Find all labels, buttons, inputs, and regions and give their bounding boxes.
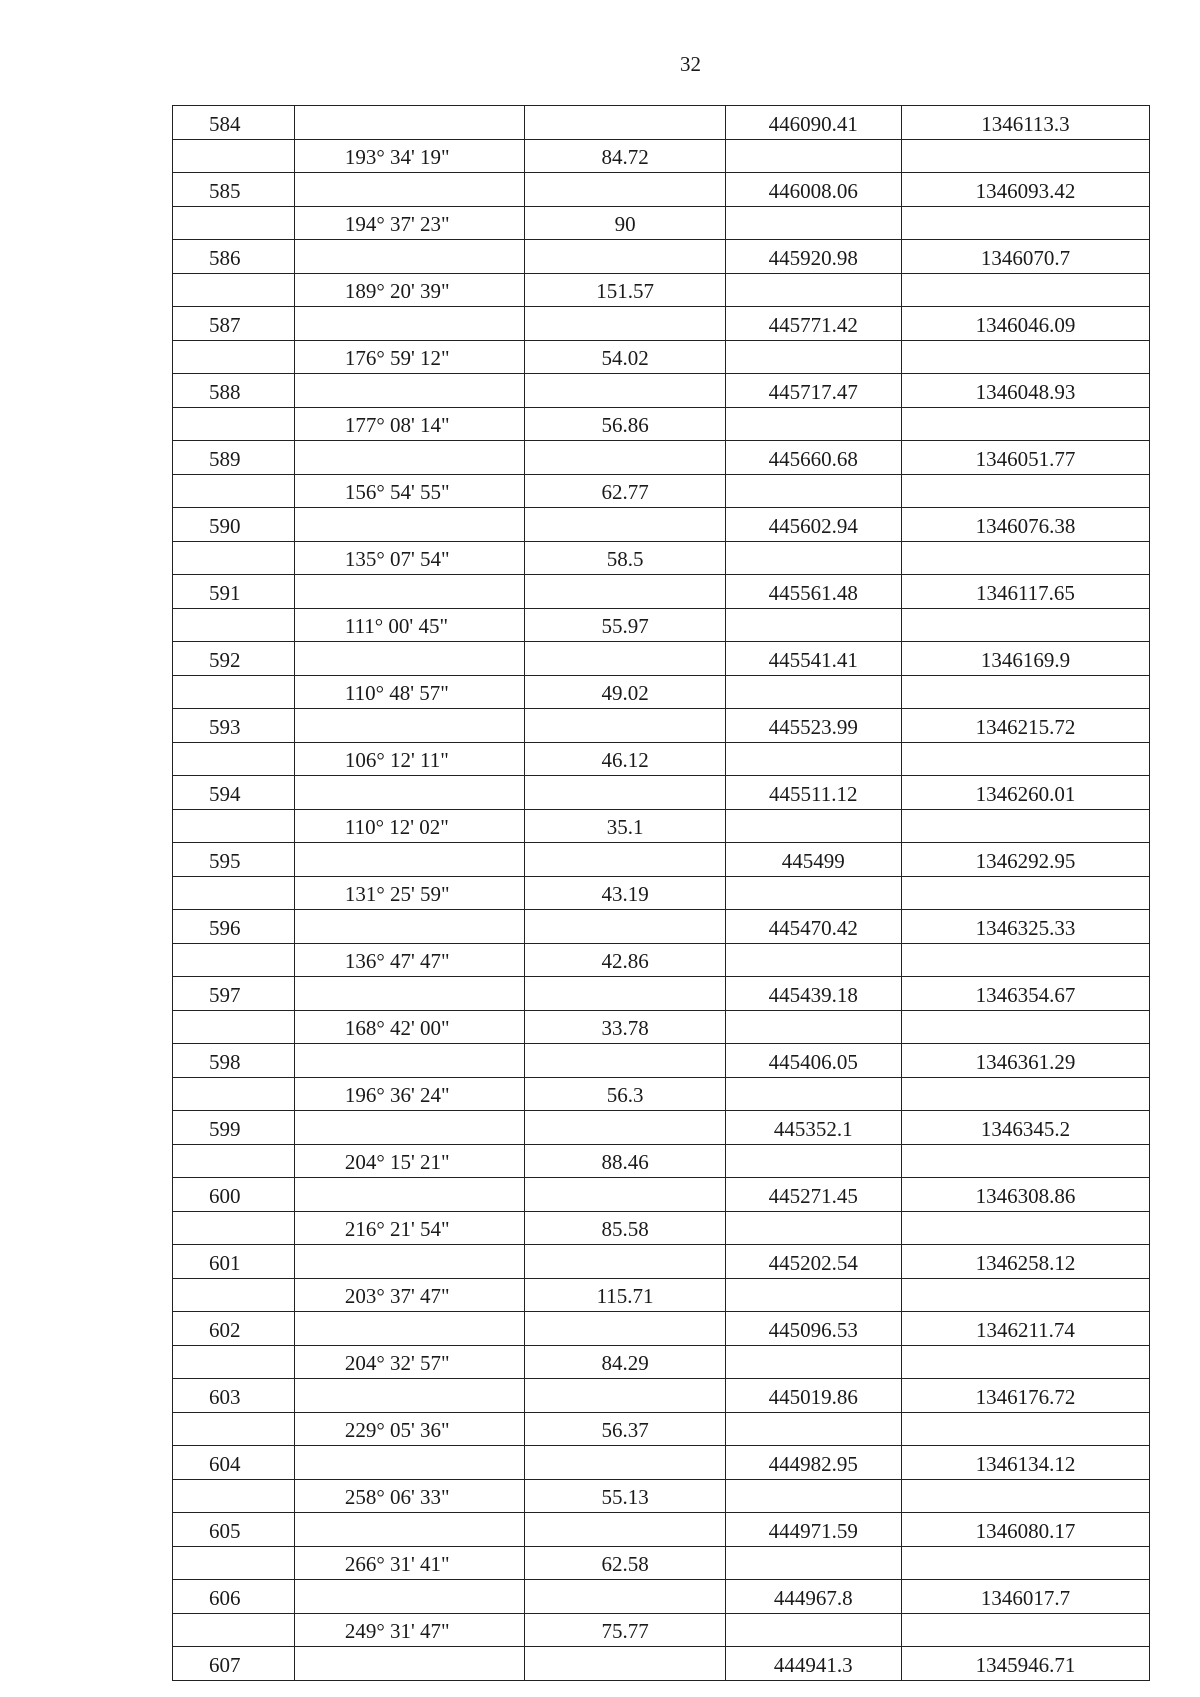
x-coordinate-cell — [725, 877, 901, 910]
distance-cell — [525, 977, 725, 1011]
point-cell: 589 — [173, 441, 295, 475]
distance-cell: 88.46 — [525, 1145, 725, 1178]
point-cell — [173, 140, 295, 173]
x-coordinate-cell: 445523.99 — [725, 709, 901, 743]
bearing-cell: 110° 48' 57" — [294, 676, 525, 709]
segment-row — [173, 1346, 1150, 1379]
distance-cell — [525, 508, 725, 542]
y-coordinate-cell — [901, 408, 1149, 441]
bearing-cell: 193° 34' 19" — [294, 140, 525, 173]
point-cell — [173, 1614, 295, 1647]
y-coordinate-cell: 1346070.7 — [901, 240, 1149, 274]
bearing-cell — [294, 1446, 525, 1480]
y-coordinate-cell: 1346134.12 — [901, 1446, 1149, 1480]
distance-cell — [525, 307, 725, 341]
x-coordinate-cell: 445202.54 — [725, 1245, 901, 1279]
x-coordinate-cell — [725, 1480, 901, 1513]
point-cell — [173, 1145, 295, 1178]
x-coordinate-cell — [725, 341, 901, 374]
y-coordinate-cell — [901, 1614, 1149, 1647]
y-coordinate-cell: 1346093.42 — [901, 173, 1149, 207]
segment-row — [173, 140, 1150, 173]
point-cell — [173, 810, 295, 843]
segment-row — [173, 1413, 1150, 1446]
distance-cell: 151.57 — [525, 274, 725, 307]
x-coordinate-cell: 446008.06 — [725, 173, 901, 207]
bearing-cell — [294, 106, 525, 140]
bearing-cell — [294, 240, 525, 274]
point-cell — [173, 1346, 295, 1379]
x-coordinate-cell — [725, 609, 901, 642]
bearing-cell: 189° 20' 39" — [294, 274, 525, 307]
distance-cell — [525, 709, 725, 743]
x-coordinate-cell: 445439.18 — [725, 977, 901, 1011]
point-row — [173, 776, 1150, 810]
point-row — [173, 1513, 1150, 1547]
point-row — [173, 374, 1150, 408]
bearing-cell — [294, 374, 525, 408]
y-coordinate-cell — [901, 1145, 1149, 1178]
point-row — [173, 441, 1150, 475]
distance-cell: 84.29 — [525, 1346, 725, 1379]
distance-cell — [525, 1580, 725, 1614]
bearing-cell — [294, 776, 525, 810]
distance-cell: 46.12 — [525, 743, 725, 776]
distance-cell — [525, 173, 725, 207]
x-coordinate-cell: 445920.98 — [725, 240, 901, 274]
point-row — [173, 1111, 1150, 1145]
point-row — [173, 1379, 1150, 1413]
bearing-cell: 168° 42' 00" — [294, 1011, 525, 1044]
y-coordinate-cell: 1346292.95 — [901, 843, 1149, 877]
bearing-cell: 229° 05' 36" — [294, 1413, 525, 1446]
y-coordinate-cell — [901, 1413, 1149, 1446]
x-coordinate-cell — [725, 743, 901, 776]
y-coordinate-cell — [901, 1279, 1149, 1312]
x-coordinate-cell — [725, 274, 901, 307]
x-coordinate-cell: 444967.8 — [725, 1580, 901, 1614]
bearing-cell: 177° 08' 14" — [294, 408, 525, 441]
point-cell: 593 — [173, 709, 295, 743]
y-coordinate-cell — [901, 1011, 1149, 1044]
point-row — [173, 508, 1150, 542]
point-row — [173, 1647, 1150, 1681]
bearing-cell: 216° 21' 54" — [294, 1212, 525, 1245]
bearing-cell — [294, 1044, 525, 1078]
distance-cell — [525, 1312, 725, 1346]
distance-cell — [525, 1178, 725, 1212]
point-cell: 591 — [173, 575, 295, 609]
point-cell — [173, 743, 295, 776]
point-cell — [173, 944, 295, 977]
distance-cell: 75.77 — [525, 1614, 725, 1647]
point-row — [173, 843, 1150, 877]
point-row — [173, 106, 1150, 140]
segment-row — [173, 1279, 1150, 1312]
point-cell — [173, 1279, 295, 1312]
y-coordinate-cell — [901, 274, 1149, 307]
segment-row — [173, 676, 1150, 709]
x-coordinate-cell — [725, 1011, 901, 1044]
distance-cell: 62.77 — [525, 475, 725, 508]
segment-row — [173, 207, 1150, 240]
bearing-cell — [294, 441, 525, 475]
y-coordinate-cell — [901, 1346, 1149, 1379]
distance-cell — [525, 1111, 725, 1145]
y-coordinate-cell — [901, 1078, 1149, 1111]
y-coordinate-cell — [901, 1547, 1149, 1580]
segment-row — [173, 1212, 1150, 1245]
bearing-cell: 136° 47' 47" — [294, 944, 525, 977]
y-coordinate-cell: 1346215.72 — [901, 709, 1149, 743]
x-coordinate-cell — [725, 475, 901, 508]
point-cell: 607 — [173, 1647, 295, 1681]
x-coordinate-cell: 445406.05 — [725, 1044, 901, 1078]
bearing-cell: 194° 37' 23" — [294, 207, 525, 240]
segment-row — [173, 944, 1150, 977]
x-coordinate-cell: 445541.41 — [725, 642, 901, 676]
point-cell: 587 — [173, 307, 295, 341]
point-row — [173, 977, 1150, 1011]
bearing-cell: 110° 12' 02" — [294, 810, 525, 843]
distance-cell — [525, 575, 725, 609]
bearing-cell: 156° 54' 55" — [294, 475, 525, 508]
point-row — [173, 240, 1150, 274]
y-coordinate-cell: 1346051.77 — [901, 441, 1149, 475]
distance-cell: 55.13 — [525, 1480, 725, 1513]
y-coordinate-cell: 1346258.12 — [901, 1245, 1149, 1279]
point-cell: 603 — [173, 1379, 295, 1413]
y-coordinate-cell: 1346076.38 — [901, 508, 1149, 542]
distance-cell — [525, 1647, 725, 1681]
x-coordinate-cell — [725, 140, 901, 173]
segment-row — [173, 743, 1150, 776]
bearing-cell — [294, 307, 525, 341]
y-coordinate-cell — [901, 140, 1149, 173]
segment-row — [173, 475, 1150, 508]
y-coordinate-cell: 1346117.65 — [901, 575, 1149, 609]
y-coordinate-cell: 1346113.3 — [901, 106, 1149, 140]
y-coordinate-cell: 1346080.17 — [901, 1513, 1149, 1547]
distance-cell — [525, 441, 725, 475]
y-coordinate-cell: 1346017.7 — [901, 1580, 1149, 1614]
distance-cell: 43.19 — [525, 877, 725, 910]
x-coordinate-cell — [725, 1279, 901, 1312]
bearing-cell — [294, 1111, 525, 1145]
point-cell: 585 — [173, 173, 295, 207]
point-cell — [173, 1212, 295, 1245]
bearing-cell — [294, 173, 525, 207]
point-cell — [173, 475, 295, 508]
x-coordinate-cell: 445470.42 — [725, 910, 901, 944]
point-row — [173, 709, 1150, 743]
x-coordinate-cell — [725, 1547, 901, 1580]
point-cell: 597 — [173, 977, 295, 1011]
point-row — [173, 1044, 1150, 1078]
point-cell — [173, 609, 295, 642]
y-coordinate-cell: 1346345.2 — [901, 1111, 1149, 1145]
x-coordinate-cell: 444971.59 — [725, 1513, 901, 1547]
y-coordinate-cell — [901, 475, 1149, 508]
bearing-cell: 249° 31' 47" — [294, 1614, 525, 1647]
point-cell — [173, 1413, 295, 1446]
point-cell: 600 — [173, 1178, 295, 1212]
point-row — [173, 1580, 1150, 1614]
y-coordinate-cell — [901, 609, 1149, 642]
bearing-cell: 204° 32' 57" — [294, 1346, 525, 1379]
distance-cell: 49.02 — [525, 676, 725, 709]
segment-row — [173, 1145, 1150, 1178]
distance-cell — [525, 910, 725, 944]
distance-cell — [525, 843, 725, 877]
x-coordinate-cell: 445499 — [725, 843, 901, 877]
point-cell: 592 — [173, 642, 295, 676]
distance-cell: 33.78 — [525, 1011, 725, 1044]
y-coordinate-cell: 1346361.29 — [901, 1044, 1149, 1078]
distance-cell — [525, 374, 725, 408]
y-coordinate-cell — [901, 743, 1149, 776]
x-coordinate-cell: 445602.94 — [725, 508, 901, 542]
y-coordinate-cell — [901, 810, 1149, 843]
point-cell: 599 — [173, 1111, 295, 1145]
y-coordinate-cell: 1346308.86 — [901, 1178, 1149, 1212]
point-cell: 590 — [173, 508, 295, 542]
distance-cell: 35.1 — [525, 810, 725, 843]
point-cell: 586 — [173, 240, 295, 274]
point-row — [173, 1245, 1150, 1279]
y-coordinate-cell: 1346046.09 — [901, 307, 1149, 341]
point-cell — [173, 1078, 295, 1111]
y-coordinate-cell — [901, 676, 1149, 709]
point-cell: 584 — [173, 106, 295, 140]
x-coordinate-cell: 445271.45 — [725, 1178, 901, 1212]
segment-row — [173, 609, 1150, 642]
x-coordinate-cell — [725, 1614, 901, 1647]
survey-table — [172, 105, 1150, 1681]
point-row — [173, 173, 1150, 207]
segment-row — [173, 341, 1150, 374]
segment-row — [173, 877, 1150, 910]
bearing-cell: 204° 15' 21" — [294, 1145, 525, 1178]
bearing-cell: 258° 06' 33" — [294, 1480, 525, 1513]
distance-cell: 42.86 — [525, 944, 725, 977]
survey-table-body — [173, 106, 1150, 1681]
x-coordinate-cell — [725, 944, 901, 977]
distance-cell: 115.71 — [525, 1279, 725, 1312]
segment-row — [173, 542, 1150, 575]
point-row — [173, 910, 1150, 944]
point-cell — [173, 1480, 295, 1513]
point-row — [173, 1178, 1150, 1212]
distance-cell: 56.3 — [525, 1078, 725, 1111]
point-cell — [173, 1011, 295, 1044]
y-coordinate-cell: 1346176.72 — [901, 1379, 1149, 1413]
y-coordinate-cell — [901, 1480, 1149, 1513]
y-coordinate-cell — [901, 207, 1149, 240]
x-coordinate-cell — [725, 1145, 901, 1178]
x-coordinate-cell: 445352.1 — [725, 1111, 901, 1145]
point-cell: 601 — [173, 1245, 295, 1279]
y-coordinate-cell: 1346354.67 — [901, 977, 1149, 1011]
distance-cell: 84.72 — [525, 140, 725, 173]
distance-cell — [525, 106, 725, 140]
point-cell — [173, 542, 295, 575]
y-coordinate-cell: 1346048.93 — [901, 374, 1149, 408]
distance-cell: 55.97 — [525, 609, 725, 642]
point-row — [173, 1446, 1150, 1480]
y-coordinate-cell — [901, 877, 1149, 910]
segment-row — [173, 810, 1150, 843]
y-coordinate-cell — [901, 341, 1149, 374]
y-coordinate-cell — [901, 944, 1149, 977]
y-coordinate-cell: 1346211.74 — [901, 1312, 1149, 1346]
distance-cell: 85.58 — [525, 1212, 725, 1245]
point-cell: 602 — [173, 1312, 295, 1346]
y-coordinate-cell: 1346325.33 — [901, 910, 1149, 944]
x-coordinate-cell — [725, 1413, 901, 1446]
bearing-cell — [294, 508, 525, 542]
x-coordinate-cell — [725, 1078, 901, 1111]
point-row — [173, 642, 1150, 676]
segment-row — [173, 1011, 1150, 1044]
x-coordinate-cell: 445660.68 — [725, 441, 901, 475]
segment-row — [173, 1547, 1150, 1580]
x-coordinate-cell: 445511.12 — [725, 776, 901, 810]
point-cell — [173, 341, 295, 374]
segment-row — [173, 274, 1150, 307]
bearing-cell — [294, 1312, 525, 1346]
point-cell — [173, 274, 295, 307]
x-coordinate-cell: 444941.3 — [725, 1647, 901, 1681]
x-coordinate-cell — [725, 810, 901, 843]
x-coordinate-cell — [725, 676, 901, 709]
bearing-cell — [294, 910, 525, 944]
bearing-cell — [294, 843, 525, 877]
bearing-cell — [294, 1580, 525, 1614]
segment-row — [173, 408, 1150, 441]
bearing-cell: 203° 37' 47" — [294, 1279, 525, 1312]
point-cell: 605 — [173, 1513, 295, 1547]
x-coordinate-cell — [725, 408, 901, 441]
distance-cell: 62.58 — [525, 1547, 725, 1580]
distance-cell — [525, 776, 725, 810]
y-coordinate-cell: 1346169.9 — [901, 642, 1149, 676]
distance-cell — [525, 1446, 725, 1480]
segment-row — [173, 1614, 1150, 1647]
bearing-cell — [294, 1513, 525, 1547]
x-coordinate-cell — [725, 542, 901, 575]
bearing-cell — [294, 1647, 525, 1681]
bearing-cell — [294, 642, 525, 676]
point-cell: 595 — [173, 843, 295, 877]
distance-cell — [525, 1044, 725, 1078]
bearing-cell: 176° 59' 12" — [294, 341, 525, 374]
distance-cell: 56.86 — [525, 408, 725, 441]
x-coordinate-cell: 445096.53 — [725, 1312, 901, 1346]
bearing-cell — [294, 575, 525, 609]
x-coordinate-cell: 444982.95 — [725, 1446, 901, 1480]
distance-cell: 54.02 — [525, 341, 725, 374]
x-coordinate-cell: 445019.86 — [725, 1379, 901, 1413]
x-coordinate-cell: 445717.47 — [725, 374, 901, 408]
bearing-cell — [294, 1178, 525, 1212]
bearing-cell: 111° 00' 45" — [294, 609, 525, 642]
segment-row — [173, 1078, 1150, 1111]
distance-cell — [525, 1245, 725, 1279]
x-coordinate-cell — [725, 1212, 901, 1245]
distance-cell: 90 — [525, 207, 725, 240]
x-coordinate-cell: 445561.48 — [725, 575, 901, 609]
bearing-cell: 106° 12' 11" — [294, 743, 525, 776]
point-cell: 598 — [173, 1044, 295, 1078]
y-coordinate-cell: 1346260.01 — [901, 776, 1149, 810]
point-cell: 606 — [173, 1580, 295, 1614]
point-cell — [173, 877, 295, 910]
bearing-cell — [294, 1245, 525, 1279]
point-cell: 588 — [173, 374, 295, 408]
y-coordinate-cell — [901, 542, 1149, 575]
point-cell: 594 — [173, 776, 295, 810]
y-coordinate-cell: 1345946.71 — [901, 1647, 1149, 1681]
y-coordinate-cell — [901, 1212, 1149, 1245]
x-coordinate-cell: 445771.42 — [725, 307, 901, 341]
distance-cell — [525, 642, 725, 676]
distance-cell — [525, 1379, 725, 1413]
bearing-cell — [294, 709, 525, 743]
point-cell: 604 — [173, 1446, 295, 1480]
point-cell — [173, 1547, 295, 1580]
x-coordinate-cell — [725, 207, 901, 240]
x-coordinate-cell — [725, 1346, 901, 1379]
distance-cell: 58.5 — [525, 542, 725, 575]
bearing-cell — [294, 977, 525, 1011]
point-cell — [173, 676, 295, 709]
distance-cell — [525, 1513, 725, 1547]
distance-cell — [525, 240, 725, 274]
point-cell — [173, 207, 295, 240]
point-row — [173, 307, 1150, 341]
distance-cell: 56.37 — [525, 1413, 725, 1446]
bearing-cell: 135° 07' 54" — [294, 542, 525, 575]
bearing-cell: 131° 25' 59" — [294, 877, 525, 910]
x-coordinate-cell: 446090.41 — [725, 106, 901, 140]
point-row — [173, 1312, 1150, 1346]
segment-row — [173, 1480, 1150, 1513]
bearing-cell: 196° 36' 24" — [294, 1078, 525, 1111]
bearing-cell: 266° 31' 41" — [294, 1547, 525, 1580]
point-cell — [173, 408, 295, 441]
bearing-cell — [294, 1379, 525, 1413]
page-number: 32 — [680, 52, 701, 76]
point-row — [173, 575, 1150, 609]
point-cell: 596 — [173, 910, 295, 944]
